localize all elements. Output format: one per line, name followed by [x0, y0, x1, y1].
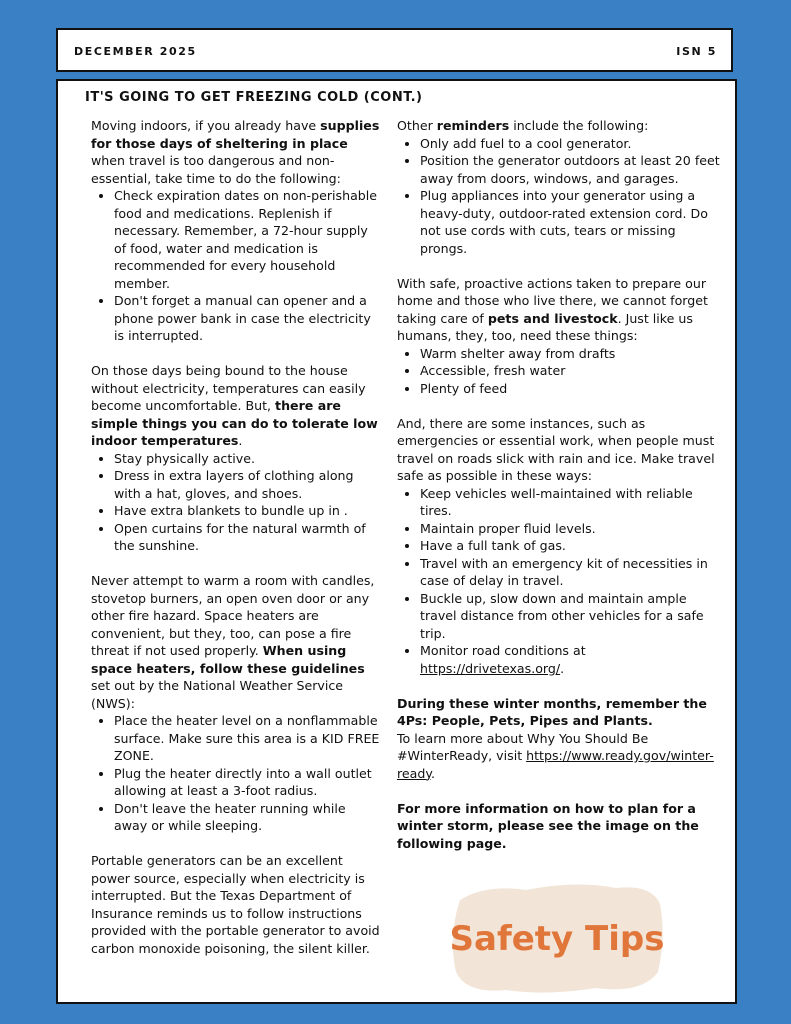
list-item: • Plenty of feed	[420, 380, 722, 398]
ready-gov-link[interactable]: https://www.ready.gov/winter-ready	[397, 748, 714, 781]
pets-paragraph: With safe, proactive actions taken to prepare our home and those who live there, we cannot forget taking care of pets and livestock. Just like us humans, they, too, need these things:	[397, 275, 708, 343]
travel-safety-list	[397, 485, 722, 678]
list-item: • Buckle up, slow down and maintain ample travel distance from other vehicles for a safe trip.	[420, 590, 722, 643]
list-item: • Open curtains for the natural warmth of the sunshine.	[114, 520, 381, 555]
list-item: • Position the generator outdoors at least 20 feet away from doors, windows, and garages.	[420, 152, 722, 187]
list-item: • Stay physically active.	[114, 450, 381, 468]
list-item: • Maintain proper fluid levels.	[420, 520, 722, 538]
list-item: • Check expiration dates on non-perishable food and medications. Replenish if necessary. Remember, a 72-hour supply of food, water and medication is recommended for every household member.	[114, 187, 381, 292]
generator-reminders-list	[397, 135, 722, 258]
space-heater-paragraph: Never attempt to warm a room with candles, stovetop burners, an open oven door or any other fire hazard. Space heaters are convenient, but they, too, can pose a fire threat if not used properly. When using space heaters, follow these guidelines set out by the National Weather Service (NWS):	[91, 573, 375, 711]
safety-tips-graphic	[446, 876, 668, 998]
list-item: • Monitor road conditions at https://drivetexas.org/.	[420, 642, 722, 677]
right-column	[397, 117, 722, 852]
list-item: • Dress in extra layers of clothing along with a hat, gloves, and shoes.	[114, 467, 381, 502]
drivetexas-link[interactable]: https://drivetexas.org/	[420, 660, 561, 676]
list-item: • Keep vehicles well-maintained with reliable tires.	[420, 485, 722, 520]
list-item: • Have extra blankets to bundle up in .	[114, 502, 381, 520]
list-item: • Plug appliances into your generator using a heavy-duty, outdoor-rated extension cord. Do not use cords with cuts, tears or missing prongs.	[420, 187, 722, 257]
pantry-checklist	[91, 187, 381, 345]
reminders-paragraph: Other reminders include the following:	[397, 118, 649, 133]
list-item: • Warm shelter away from drafts	[420, 345, 722, 363]
list-item: • Plug the heater directly into a wall outlet allowing at least a 3-foot radius.	[114, 765, 381, 800]
stay-warm-list	[91, 450, 381, 555]
intro-paragraph: Moving indoors, if you already have supplies for those days of sheltering in place when travel is too dangerous and non-essential, take time to do the following:	[91, 118, 380, 186]
generator-paragraph: Portable generators can be an excellent power source, especially when electricity is interrupted. But the Texas Department of Insurance reminds us to follow instructions provided with the portable generator to avoid carbon monoxide poisoning, the silent killer.	[91, 853, 380, 956]
more-info-paragraph: For more information on how to plan for a winter storm, please see the image on the following page.	[397, 800, 699, 851]
article-panel	[56, 79, 737, 1004]
newsletter-header	[56, 28, 733, 72]
list-item: • Travel with an emergency kit of necessities in case of delay in travel.	[420, 555, 722, 590]
safety-tips-label: Safety Tips	[449, 919, 665, 959]
list-item: • Don't leave the heater running while away or while sleeping.	[114, 800, 381, 835]
issue-number: ISN 5	[676, 45, 717, 58]
four-ps-paragraph: During these winter months, remember the 4Ps: People, Pets, Pipes and Plants. To learn more about Why You Should Be #WinterReady, visit https://www.ready.gov/winter-ready.	[397, 695, 714, 781]
list-item: • Accessible, fresh water	[420, 362, 722, 380]
pet-needs-list	[397, 345, 722, 398]
travel-paragraph: And, there are some instances, such as emergencies or essential work, when people must travel on roads slick with rain and ice. Make travel safe as possible in these ways:	[397, 415, 715, 483]
left-column	[91, 117, 381, 957]
space-heater-guidelines	[91, 712, 381, 835]
section-title: IT'S GOING TO GET FREEZING COLD (CONT.)	[85, 90, 423, 105]
issue-date: DECEMBER 2025	[74, 45, 197, 58]
list-item: • Only add fuel to a cool generator.	[420, 135, 722, 153]
list-item: • Don't forget a manual can opener and a phone power bank in case the electricity is interrupted.	[114, 292, 381, 345]
indoor-temperature-paragraph: On those days being bound to the house without electricity, temperatures can easily become uncomfortable. But, there are simple things you can do to tolerate low indoor temperatures.	[91, 363, 378, 448]
list-item: • Place the heater level on a nonflammable surface. Make sure this area is a KID FREE ZONE.	[114, 712, 381, 765]
list-item: • Have a full tank of gas.	[420, 537, 722, 555]
